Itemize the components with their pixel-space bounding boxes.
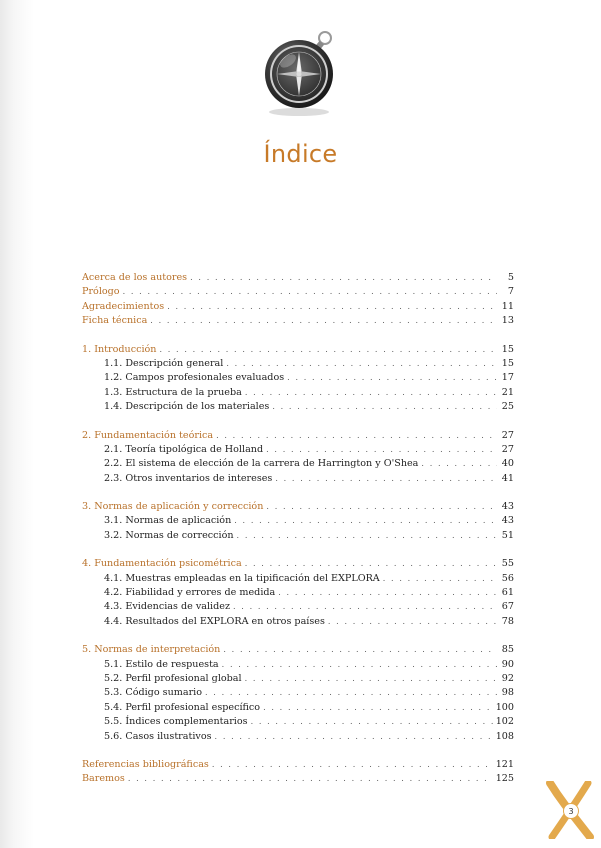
dot-leader	[123, 285, 497, 299]
toc-entry-label: 1.4. Descripción de los materiales	[104, 401, 270, 413]
toc-section-2[interactable]	[82, 429, 514, 443]
dot-leader	[237, 529, 497, 543]
dot-leader	[190, 271, 497, 285]
toc-entry-2-1[interactable]	[82, 443, 514, 457]
dot-leader	[226, 357, 497, 371]
toc-entry-page: 108	[495, 730, 514, 742]
dot-leader	[383, 572, 497, 586]
dot-leader	[245, 557, 497, 571]
toc-entry-references[interactable]	[82, 758, 514, 772]
dot-leader	[223, 643, 497, 657]
spacer	[82, 329, 514, 343]
dot-leader	[272, 400, 497, 414]
toc-entry-page: 90	[501, 658, 514, 670]
toc-entry-page: 25	[501, 401, 514, 413]
dot-leader	[167, 300, 497, 314]
toc-entry-page: 51	[501, 529, 514, 541]
toc-entry-page: 61	[501, 587, 514, 599]
dot-leader	[216, 429, 497, 443]
toc-entry-label: 1.1. Descripción general	[104, 357, 224, 369]
toc-entry-label: 5.2. Perfil profesional global	[104, 672, 242, 684]
toc-section-4[interactable]	[82, 557, 514, 571]
toc-section-page: 15	[501, 343, 514, 355]
spacer	[82, 744, 514, 758]
toc-entry-label: 5.5. Índices complementarios	[104, 716, 248, 728]
toc-entry-5-5[interactable]	[82, 715, 514, 729]
toc-section-page: 55	[501, 558, 514, 570]
toc-entry-5-1[interactable]	[82, 658, 514, 672]
dot-leader	[150, 314, 497, 328]
toc-entry-page: 13	[501, 315, 514, 327]
toc-entry-page: 5	[507, 272, 514, 283]
spacer	[82, 629, 514, 643]
toc-entry-page: 43	[501, 515, 514, 527]
dot-leader	[245, 672, 497, 686]
dot-leader	[275, 472, 497, 486]
dot-leader	[328, 615, 497, 629]
toc-section-label: 1. Introducción	[82, 343, 157, 355]
dot-leader	[205, 686, 497, 700]
dot-leader	[266, 443, 497, 457]
dot-leader	[222, 658, 497, 672]
toc-section-3[interactable]	[82, 500, 514, 514]
toc-entry-label: 5.3. Código sumario	[104, 687, 202, 699]
page-number: 3	[563, 803, 579, 819]
toc-entry-label: Referencias bibliográficas	[82, 758, 209, 770]
spacer	[82, 543, 514, 557]
compass-icon	[255, 28, 345, 118]
toc-entry-label: Acerca de los autores	[82, 272, 188, 283]
dot-leader	[245, 386, 497, 400]
toc-entry-page: 27	[501, 443, 514, 455]
toc-section-page: 27	[501, 429, 514, 441]
toc-entry-4-3[interactable]	[82, 600, 514, 614]
toc-section-1[interactable]	[82, 343, 514, 357]
dot-leader	[287, 371, 497, 385]
toc-entry-prologue[interactable]	[82, 285, 514, 299]
toc-entry-page: 78	[501, 615, 514, 627]
toc-entry-label: 4.3. Evidencias de validez	[104, 601, 230, 613]
toc-section-label: 5. Normas de interpretación	[82, 644, 221, 656]
toc-entry-authors[interactable]	[82, 271, 514, 285]
toc-entry-page: 7	[507, 286, 514, 298]
toc-entry-5-2[interactable]	[82, 672, 514, 686]
toc-entry-label: 2.2. El sistema de elección de la carrera de Harrington y O'Shea	[104, 458, 419, 470]
spacer	[82, 415, 514, 429]
toc-entry-page: 11	[501, 300, 514, 312]
toc-section-page: 85	[501, 644, 514, 656]
toc-entry-page: 102	[495, 716, 514, 728]
toc-entry-label: Prólogo	[82, 286, 120, 298]
dot-leader	[251, 715, 493, 729]
toc-entry-1-3[interactable]	[82, 386, 514, 400]
toc-entry-1-4[interactable]	[82, 400, 514, 414]
toc-entry-4-4[interactable]	[82, 615, 514, 629]
toc-entry-1-2[interactable]	[82, 371, 514, 385]
toc-entry-norms[interactable]	[82, 772, 514, 786]
toc-section-label: 3. Normas de aplicación y corrección	[82, 501, 264, 513]
toc-entry-label: Agradecimientos	[82, 300, 165, 312]
toc-entry-label: 2.3. Otros inventarios de intereses	[104, 472, 273, 484]
toc-entry-page: 56	[501, 572, 514, 584]
toc-entry-page: 92	[501, 672, 514, 684]
toc-entry-3-1[interactable]	[82, 514, 514, 528]
toc-entry-2-3[interactable]	[82, 472, 514, 486]
toc-entry-label: 2.1. Teoría tipológica de Holland	[104, 443, 264, 455]
toc-entry-label: 5.6. Casos ilustrativos	[104, 730, 212, 742]
toc-entry-label: 3.2. Normas de corrección	[104, 529, 234, 541]
toc-entry-technical-sheet[interactable]	[82, 314, 514, 328]
toc-entry-5-4[interactable]	[82, 701, 514, 715]
toc-entry-5-3[interactable]	[82, 686, 514, 700]
toc-entry-label: 4.4. Resultados del EXPLORA en otros países	[104, 615, 325, 627]
page-title: Índice	[263, 140, 338, 168]
toc-section-page: 43	[501, 501, 514, 513]
spacer	[82, 486, 514, 500]
dot-leader	[159, 343, 497, 357]
toc-entry-page: 121	[495, 758, 514, 770]
dot-leader	[421, 457, 497, 471]
table-of-contents	[82, 271, 514, 787]
toc-section-label: 4. Fundamentación psicométrica	[82, 558, 242, 570]
toc-entry-page: 67	[501, 601, 514, 613]
toc-entry-label: Baremos	[82, 773, 125, 785]
toc-entry-page: 40	[501, 458, 514, 470]
toc-entry-4-1[interactable]	[82, 572, 514, 586]
toc-entry-label: 5.4. Perfil profesional específico	[104, 701, 261, 713]
dot-leader	[263, 701, 493, 715]
toc-entry-label: 1.3. Estructura de la prueba	[104, 386, 242, 398]
toc-entry-page: 100	[495, 701, 514, 713]
toc-entry-3-2[interactable]	[82, 529, 514, 543]
toc-entry-page: 41	[501, 472, 514, 484]
toc-entry-label: Ficha técnica	[82, 315, 148, 327]
toc-entry-4-2[interactable]	[82, 586, 514, 600]
toc-entry-acknowledgements[interactable]	[82, 300, 514, 314]
dot-leader	[128, 772, 493, 786]
toc-entry-2-2[interactable]	[82, 457, 514, 471]
dot-leader	[215, 730, 493, 744]
dot-leader	[212, 758, 493, 772]
toc-entry-label: 1.2. Campos profesionales evaluados	[104, 372, 285, 384]
toc-entry-page: 21	[501, 386, 514, 398]
toc-entry-5-6[interactable]	[82, 730, 514, 744]
toc-entry-label: 3.1. Normas de aplicación	[104, 515, 232, 527]
dot-leader	[233, 600, 497, 614]
dot-leader	[234, 514, 497, 528]
toc-entry-label: 4.1. Muestras empleadas en la tipificación del EXPLORA	[104, 572, 380, 584]
toc-entry-page: 125	[495, 773, 514, 785]
toc-entry-label: 5.1. Estilo de respuesta	[104, 658, 219, 670]
dot-leader	[278, 586, 497, 600]
toc-entry-page: 98	[501, 687, 514, 699]
toc-section-label: 2. Fundamentación teórica	[82, 429, 214, 441]
toc-entry-1-1[interactable]	[82, 357, 514, 371]
toc-entry-page: 15	[501, 357, 514, 369]
toc-entry-label: 4.2. Fiabilidad y errores de medida	[104, 587, 276, 599]
toc-entry-page: 17	[501, 372, 514, 384]
toc-section-5[interactable]	[82, 643, 514, 657]
dot-leader	[266, 500, 497, 514]
